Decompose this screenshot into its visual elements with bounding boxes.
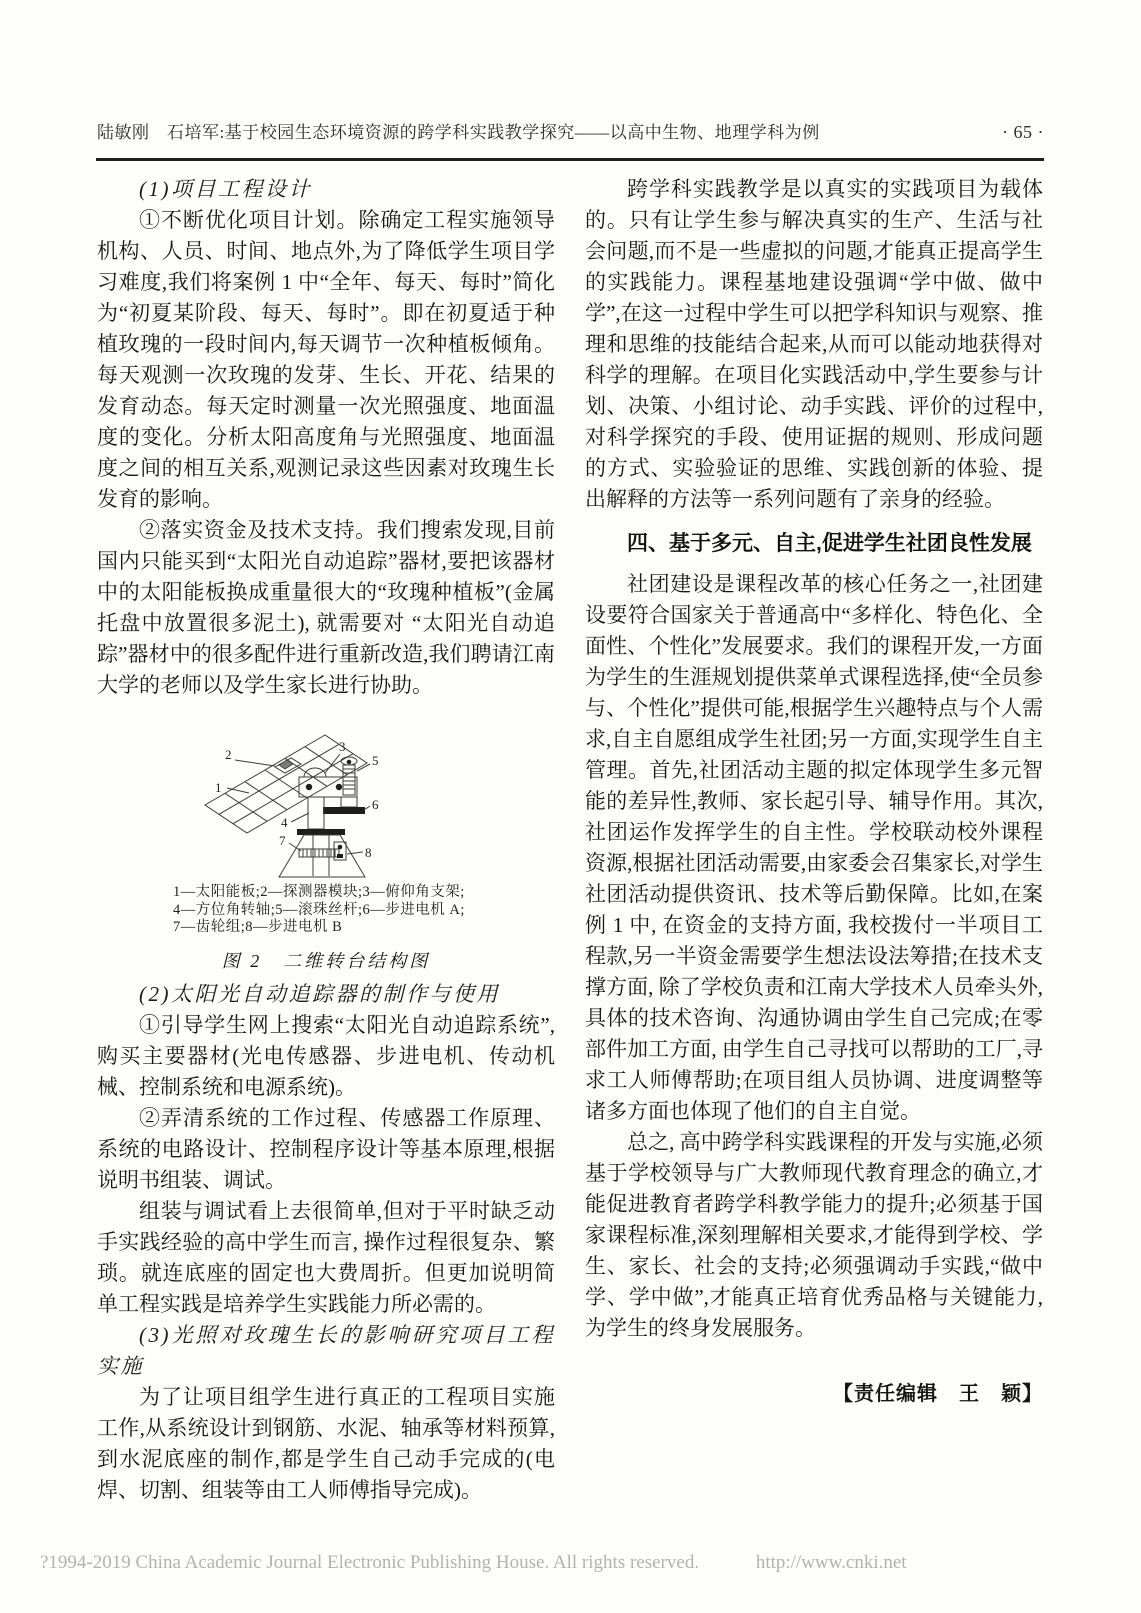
cnki-url: http://www.cnki.net — [755, 1552, 907, 1573]
figure-2 — [97, 705, 555, 973]
paragraph: 跨学科实践教学是以真实的实践项目为载体的。只有让学生参与解决真实的生产、生活与社会问题,而不是一些虚拟的问题,才能真正提高学生的实践能力。课程基地建设强调“学中做、做中学”,在这一过程中学生可以把学科知识与观察、推理和思维的技能结合起来,从而可以能动地获得对科学的理解。在项目化实践活动中,学生要参与计划、决策、小组讨论、动手实践、评价的过程中,对科学探究的手段、使用证据的规则、形成问题的方式、实验验证的思维、实践创新的体验、提出解释的方法等一系列问题有了亲身的经验。 — [585, 177, 1043, 511]
header-rule — [96, 158, 1044, 161]
page-content — [97, 174, 1044, 1506]
figure-caption: 图 2 二维转台结构图 — [221, 950, 431, 971]
azimuth-shaft — [297, 797, 345, 835]
figure-label-8: 8 — [365, 845, 372, 860]
paragraph: ②弄清系统的工作过程、传感器工作原理、系统的电路设计、控制程序设计等基本原理,根据说明书组装、调试。 — [97, 1105, 555, 1192]
figure-legend-line: 4—方位角转轴;5—滚珠丝杆;6—步进电机 A; — [173, 901, 465, 918]
page-footer — [40, 1552, 1101, 1574]
pitch-bracket — [299, 768, 357, 797]
running-title: 陆敏刚 石培军:基于校园生态环境资源的跨学科实践教学探究——以高中生物、地理学科为例 — [97, 123, 820, 142]
right-column — [585, 174, 1043, 1506]
figure-label-4: 4 — [281, 815, 288, 830]
paragraph: ①引导学生网上搜索“太阳光自动追踪系统”,购买主要器材(光电传感器、步进电机、传动机械、控制系统和电源系统)。 — [97, 1012, 555, 1099]
figure-label-3: 3 — [339, 739, 346, 754]
ball-screw — [341, 757, 357, 795]
stepper-motor-a — [323, 797, 365, 814]
subheading-project-design: (1)项目工程设计 — [139, 177, 312, 201]
page-header — [97, 118, 1044, 143]
figure-legend-line: 7—齿轮组;8—步进电机 B — [173, 919, 343, 935]
subheading-tracker-making: (2)太阳光自动追踪器的制作与使用 — [139, 981, 500, 1006]
figure-label-1: 1 — [215, 780, 222, 795]
figure-label-7: 7 — [279, 833, 286, 848]
paragraph: 社团建设是课程改革的核心任务之一,社团建设要符合国家关于普通高中“多样化、特色化、全面性、个性化”发展要求。我们的课程开发,一方面为学生的生涯规划提供菜单式课程选择,使“全员参与、个性化”提供可能,根据学生兴趣特点与个人需求,自主自愿组成学生社团;另一方面,实现学生自主管理。首先,社团活动主题的拟定体现学生多元智能的差异性,教师、家长起引导、辅导作用。其次,社团运作发挥学生的自主性。学校联动校外课程资源,根据社团活动需要,由家委会召集家长,对学生社团活动提供资讯、技术等后勤保障。比如,在案例 1 中, 在资金的支持方面, 我校拨付一半项目工程款,另一半资金需要学生想法设法筹措;在技术支撑方面, 除了学校负责和江南大学技术人员牵头外,具体的技术咨询、沟通协调由学生自己完成;在零部件加工方面, 由学生自己寻找可以帮助的工厂,寻求工人师傅帮助;在项目组人员协调、进度调整等诸多方面也体现了他们的自主自觉。 — [585, 572, 1043, 1123]
figure-label-2: 2 — [225, 747, 232, 762]
paragraph: ①不断优化项目计划。除确定工程实施领导机构、人员、时间、地点外,为了降低学生项目学习难度,我们将案例 1 中“全年、每天、每时”简化为“初夏某阶段、每天、每时”。即在初夏适于种植玫瑰的一段时间内,每天调节一次种植板倾角。每天观测一次玫瑰的发芽、生长、开花、结果的发育动态。每天定时测量一次光照强度、地面温度的变化。分析太阳高度角与光照强度、地面温度之间的相互关系,观测记录这些因素对玫瑰生长发育的影响。 — [97, 208, 555, 511]
paragraph: ②落实资金及技术支持。我们搜索发现,目前国内只能买到“太阳光自动追踪”器材,要把该器材中的太阳能板换成重量很大的“玫瑰种植板”(金属托盘中放置很多泥土), 就需要对 “太阳光自动追踪”器材中的很多配件进行重新改造,我们聘请江南大学的老师以及学生家长进行协助。 — [97, 518, 555, 697]
figure-label-6: 6 — [372, 797, 379, 812]
figure-2-diagram — [187, 705, 517, 880]
section-heading-4: 四、基于多元、自主,促进学生社团良性发展 — [627, 532, 1032, 555]
paragraph: 总之, 高中跨学科实践课程的开发与实施,必须基于学校领导与广大教师现代教育理念的确立,才能促进教育者跨学科教学能力的提升;必须基于国家课程标准,深刻理解相关要求,才能得到学校、学生、家长、社会的支持;必须强调动手实践,“做中学、学中做”,才能真正培育优秀品格与关键能力,为学生的终身发展服务。 — [585, 1130, 1043, 1340]
paragraph: 组装与调试看上去很简单,但对于平时缺乏动手实践经验的高中学生而言, 操作过程很复杂、繁琐。就连底座的固定也大费周折。但更加说明简单工程实践是培养学生实践能力所必需的。 — [97, 1198, 555, 1316]
figure-legend-line: 1—太阳能板;2—探测器模块;3—俯仰角支架; — [173, 884, 465, 900]
left-column — [97, 174, 555, 1506]
paragraph: 为了让项目组学生进行真正的工程项目实施工作,从系统设计到钢筋、水泥、轴承等材料预算,到水泥底座的制作,都是学生自己动手完成的(电焊、切割、组装等由工人师傅指导完成)。 — [97, 1384, 555, 1502]
gear-set — [299, 849, 339, 857]
subheading-project-implementation: (3)光照对玫瑰生长的影响研究项目工程实施 — [97, 1322, 555, 1378]
detector-module — [275, 758, 301, 773]
base — [279, 835, 365, 877]
responsible-editor: 【责任编辑 王 颖】 — [833, 1383, 1043, 1405]
figure-legend — [173, 884, 555, 937]
page-number: · 65 · — [1002, 122, 1044, 142]
figure-label-5: 5 — [372, 753, 379, 768]
copyright-notice: ?1994-2019 China Academic Journal Electronic Publishing House. All rights reserved. — [40, 1552, 700, 1573]
